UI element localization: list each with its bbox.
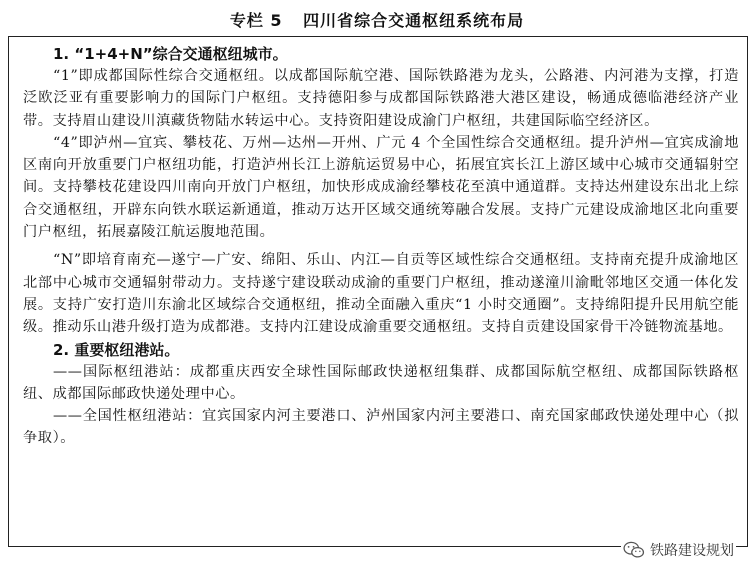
section-1-paragraph-1: “1”即成都国际性综合交通枢纽。以成都国际航空港、国际铁路港为龙头，公路港、内河港为支撑，打造泛欧泛亚有重要影响力的国际门户枢纽。支持德阳参与成都国际铁路港大港区建设，畅通成德临港经济产业带。支持眉山建设川滇藏货物陆水转运中心。支持资阳建设成渝门户枢纽，共建国际临空经济区。	[23, 68, 739, 129]
section-1-heading: 1. “1+4+N”综合交通枢纽城市。	[53, 45, 288, 63]
column-title: 四川省综合交通枢纽系统布局	[303, 11, 525, 30]
section-1-paragraph-3: “N”即培育南充—遂宁—广安、绵阳、乐山、内江—自贡等区域性综合交通枢纽。支持南充提升成渝地区北部中心城市交通辐射带动力。支持遂宁建设联动成渝的重要门户枢纽，推动遂潼川渝毗邻地区交通一体化发展。支持广安打造川东渝北区域综合交通枢纽，推动全面融入重庆“1 小时交通圈”。支持绵阳提升民用航空能级。推动乐山港升级打造为成都港。支持内江建设成渝重要交通枢纽。支持自贡建设国家骨干冷链物流基地。	[23, 252, 739, 336]
section-2-paragraph-2: ——全国性枢纽港站：宜宾国家内河主要港口、泸州国家内河主要港口、南充国家邮政快递处理中心（拟争取）。	[23, 408, 739, 447]
column-number: 专栏 5	[229, 11, 283, 30]
watermark-text: 铁路建设规划	[650, 543, 734, 559]
wechat-icon	[623, 541, 645, 559]
section-2-paragraph-1: ——国际枢纽港站：成都重庆西安全球性国际邮政快递枢纽集群、成都国际航空枢纽、成都国际铁路枢纽、成都国际邮政快递处理中心。	[23, 363, 739, 402]
section-1-paragraph-2: “4”即泸州—宜宾、攀枝花、万州—达州—开州、广元 4 个全国性综合交通枢纽。提升泸州—宜宾成渝地区南向开放重要门户枢纽功能，打造泸州长江上游航运贸易中心，拓展宜宾长江上游区域中心城市交通辐射空间。支持攀枝花建设四川南向开放门户枢纽，加快形成成渝经攀枝花至滇中通道群。支持达州建设东出北上综合交通枢纽，开辟东向铁水联运新通道，推动万达开区域交通统筹融合发展。支持广元建设成渝地区北向重要门户枢纽，拓展嘉陵江航运腹地范围。	[23, 134, 739, 241]
watermark	[621, 540, 736, 560]
content-box	[8, 36, 748, 547]
page-title	[0, 8, 754, 31]
section-2-heading: 2. 重要枢纽港站。	[53, 340, 180, 359]
